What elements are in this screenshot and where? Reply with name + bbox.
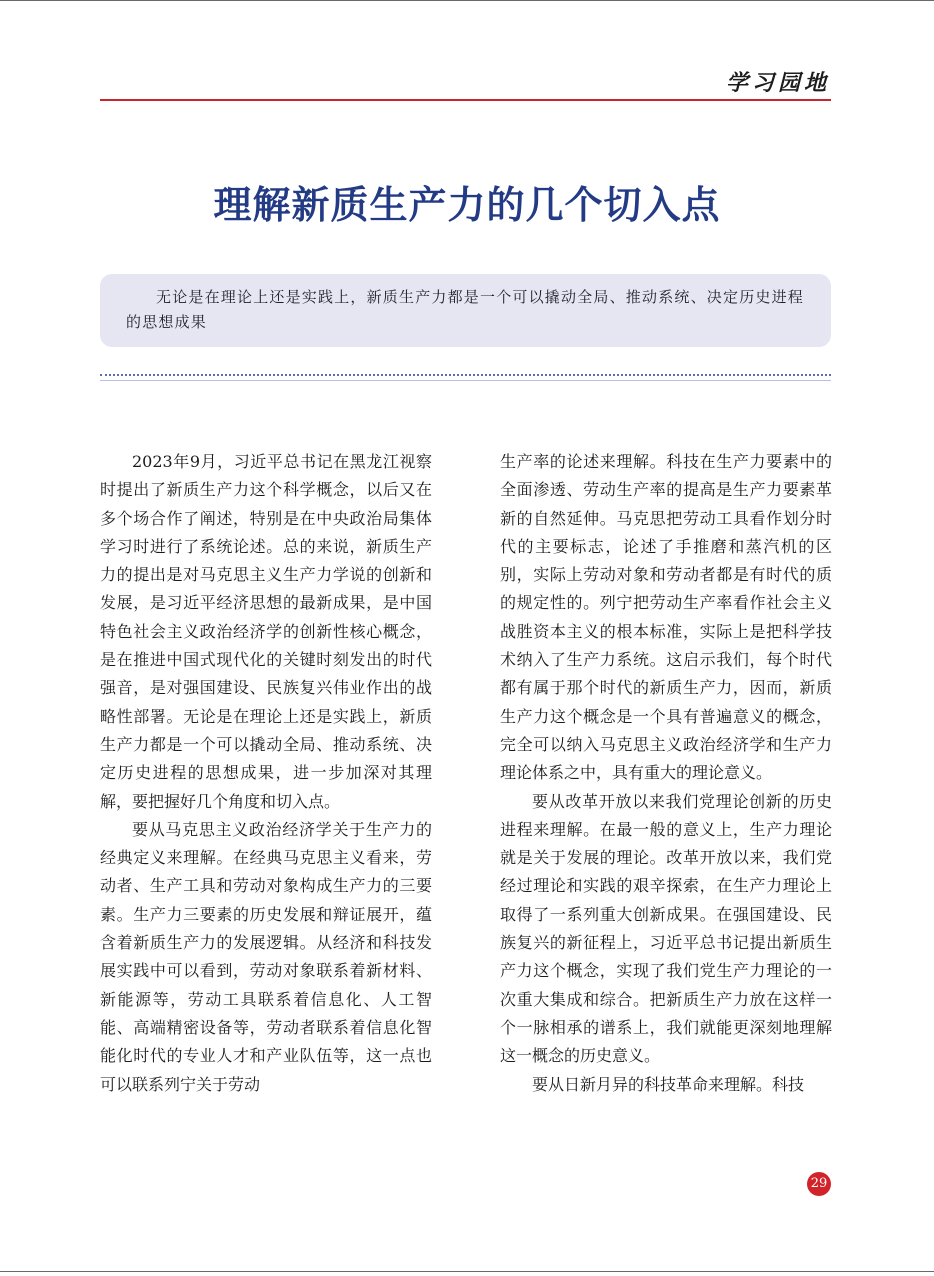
page-number-badge: 29 [807,1172,831,1196]
left-column [100,448,432,1099]
abstract-box: 无论是在理论上还是实践上，新质生产力都是一个可以撬动全局、推动系统、决定历史进程的思想成果 [100,274,831,347]
body-paragraph-continued: 生产率的论述来理解。科技在生产力要素中的全面渗透、劳动生产率的提高是生产力要素革新的自然延伸。马克思把劳动工具看作划分时代的主要标志，论述了手推磨和蒸汽机的区别，实际上劳动对象和劳动者都是有时代的质的规定性的。列宁把劳动生产率看作社会主义战胜资本主义的根本标准，实际上是把科学技术纳入了生产力系统。这启示我们，每个时代都有属于那个时代的新质生产力，因而，新质生产力这个概念是一个具有普遍意义的概念，完全可以纳入马克思主义政治经济学和生产力理论体系之中，具有重大的理论意义。 [500,452,832,783]
body-paragraph: 2023年9月，习近平总书记在黑龙江视察时提出了新质生产力这个科学概念，以后又在多个场合作了阐述，特别是在中央政治局集体学习时进行了系统论述。总的来说，新质生产力的提出是对马克思主义生产力学说的创新和发展，是习近平经济思想的最新成果，是中国特色社会主义政治经济学的创新性核心概念，是在推进中国式现代化的关键时刻发出的时代强音，是对强国建设、民族复兴伟业作出的战略性部署。无论是在理论上还是实践上，新质生产力都是一个可以撬动全局、推动系统、决定历史进程的思想成果，进一步加深对其理解，要把握好几个角度和切入点。 [100,452,432,811]
right-column [500,448,832,1099]
article-title: 理解新质生产力的几个切入点 [213,182,721,227]
dotted-divider [100,374,831,381]
page-bottom-border [0,1271,934,1272]
page-top-border [0,0,934,1]
header-red-rule [100,99,831,101]
body-paragraph: 要从改革开放以来我们党理论创新的历史进程来理解。在最一般的意义上，生产力理论就是关于发展的理论。改革开放以来，我们党经过理论和实践的艰辛探索，在生产力理论上取得了一系列重大创新成果。在强国建设、民族复兴的新征程上，习近平总书记提出新质生产力这个概念，实现了我们党生产力理论的一次重大集成和综合。把新质生产力放在这样一个一脉相承的谱系上，我们就能更深刻地理解这一概念的历史意义。 [500,791,832,1066]
section-label: 学习园地 [725,70,830,96]
body-paragraph: 要从马克思主义政治经济学关于生产力的经典定义来理解。在经典马克思主义看来，劳动者、生产工具和劳动对象构成生产力的三要素。生产力三要素的历史发展和辩证展开，蕴含着新质生产力的发展逻辑。从经济和科技发展实践中可以看到，劳动对象联系着新材料、新能源等，劳动工具联系着信息化、人工智能、高端精密设备等，劳动者联系着信息化智能化时代的专业人才和产业队伍等，这一点也可以联系列宁关于劳动 [100,819,432,1094]
body-paragraph: 要从日新月异的科技革命来理解。科技 [532,1074,805,1094]
